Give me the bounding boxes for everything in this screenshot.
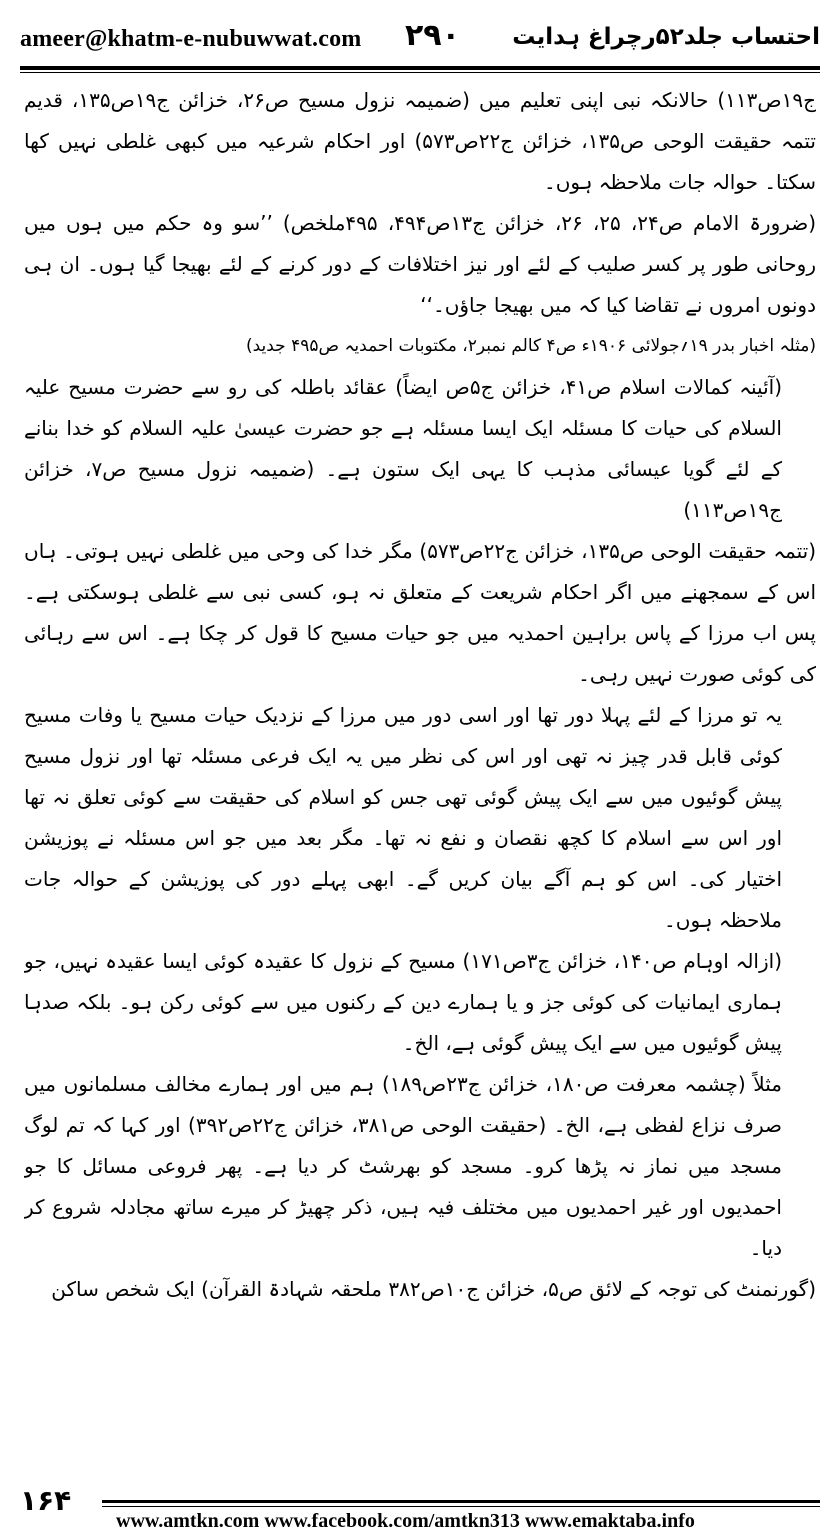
paragraph-7: (ازالہ اوہام ص۱۴۰، خزائن ج۳ص۱۷۱) مسیح کے نزول کا عقیدہ کوئی ایسا عقیدہ نہیں، جو ہماری ایمانیات کی کوئی جز و یا ہمارے دین کے رکنوں میں سے کوئی رکن ہو۔ بلکہ صدہا پیش گوئیوں میں سے ایک پیش گوئی ہے، الخ۔ (24, 949, 782, 1055)
page-footer (20, 1484, 820, 1534)
header-email: ameer@khatm-e-nubuwwat.com (20, 26, 362, 52)
header-book-title: احتساب جلد۵۲رچراغ ہدایت (512, 24, 820, 50)
paragraph-1: ج۱۹ص۱۱۳) حالانکہ نبی اپنی تعلیم میں (ضمیمہ نزول مسیح ص۲۶، خزائن ج۱۹ص۱۳۵، قدیم تتمہ حقیقت الوحی ص۱۳۵، خزائن ج۲۲ص۵۷۳) اور احکام شرعیہ میں کبھی غلطی نہیں کھا سکتا۔ حوالہ جات ملاحظہ ہوں۔ (24, 88, 816, 194)
header-page-number: ۲۹۰ (405, 18, 460, 53)
paragraph-4: (آئینہ کمالات اسلام ص۴۱، خزائن ج۵ص ایضاً) عقائد باطلہ کی رو سے حضرت مسیح علیہ السلام کی حیات کا مسئلہ ایک ایسا مسئلہ ہے جو حضرت عیسیٰ علیہ السلام کو خدا بنانے کے لئے گویا عیسائی مذہب کا یہی ایک ستون ہے۔ (ضمیمہ نزول مسیح ص۷، خزائن ج۱۹ص۱۱۳) (24, 375, 783, 522)
page-body (24, 80, 816, 1472)
paragraph-9: (گورنمنٹ کی توجہ کے لائق ص۵، خزائن ج۱۰ص۳۸۲ ملحقہ شہادۃ القرآن) ایک شخص ساکن (51, 1277, 816, 1301)
paragraph-2: (ضرورۃ الامام ص۲۴، ۲۵، ۲۶، خزائن ج۱۳ص۴۹۴، ۴۹۵ملخص) ’’سو وہ حکم میں ہوں میں روحانی طور پر کسر صلیب کے لئے اور نیز اختلافات کے دور کرنے کے لئے بھیجا گیا ہوں۔ ان ہی دونوں امروں نے تقاضا کیا کہ میں بھیجا جاؤں۔‘‘ (24, 211, 816, 317)
page-header (20, 14, 820, 66)
footer-rule-thick (102, 1500, 820, 1503)
footer-links[interactable]: www.amtkn.com www.facebook.com/amtkn313 www.emaktaba.info (116, 1510, 695, 1532)
footer-rule-thin (102, 1506, 820, 1507)
paragraph-6: یہ تو مرزا کے لئے پہلا دور تھا اور اسی دور میں مرزا کے نزدیک حیات مسیح یا وفات مسیح کوئی قابل قدر چیز نہ تھی اور اس کی نظر میں یہ ایک فرعی مسئلہ تھا اور نزول مسیح پیش گوئیوں میں سے ایک پیش گوئی تھی جس کو اسلام کی حقیقت سے کوئی تعلق نہ تھا اور اس سے اسلام کا کچھ نقصان و نفع نہ تھا۔ مگر بعد میں جو اس مسئلہ نے پوزیشن اختیار کی۔ اس کو ہم آگے بیان کریں گے۔ ابھی پہلے دور کی پوزیشن کے حوالہ جات ملاحظہ ہوں۔ (24, 703, 782, 932)
paragraph-5: (تتمہ حقیقت الوحی ص۱۳۵، خزائن ج۲۲ص۵۷۳) مگر خدا کی وحی میں غلطی نہیں ہوتی۔ ہاں اس کے سمجھنے میں اگر احکام شریعت کے متعلق نہ ہو، کسی نبی سے غلطی ہوسکتی ہے۔ پس اب مرزا کے پاس براہین احمدیہ میں جو حیات مسیح کا قول کر چکا ہے۔ اس سے رہائی کی کوئی صورت نہیں رہی۔ (24, 539, 816, 686)
header-rule-thin (20, 72, 820, 73)
footer-page-number: ۱۶۴ (20, 1484, 72, 1517)
paragraph-8: مثلاً (چشمہ معرفت ص۱۸۰، خزائن ج۲۳ص۱۸۹) ہم میں اور ہمارے مخالف مسلمانوں میں صرف نزاع لفظی ہے، الخ۔ (حقیقت الوحی ص۳۸۱، خزائن ج۲۲ص۳۹۲) اور کہا کہ تم لوگ مسجد میں نماز نہ پڑھا کرو۔ مسجد کو بھرشٹ کر دیا ہے۔ پھر فروعی مسائل کا جو احمدیوں اور غیر احمدیوں میں مختلف فیہ ہیں، ذکر چھیڑ کر میرے ساتھ مجادلہ شروع کر دیا۔ (24, 1072, 783, 1260)
paragraph-3: (مثلہ اخبار بدر ۱۹؍جولائی ۱۹۰۶ء ص۴ کالم نمبر۲، مکتوبات احمدیہ ص۴۹۵ جدید) (245, 336, 816, 356)
header-rule-thick (20, 66, 820, 70)
